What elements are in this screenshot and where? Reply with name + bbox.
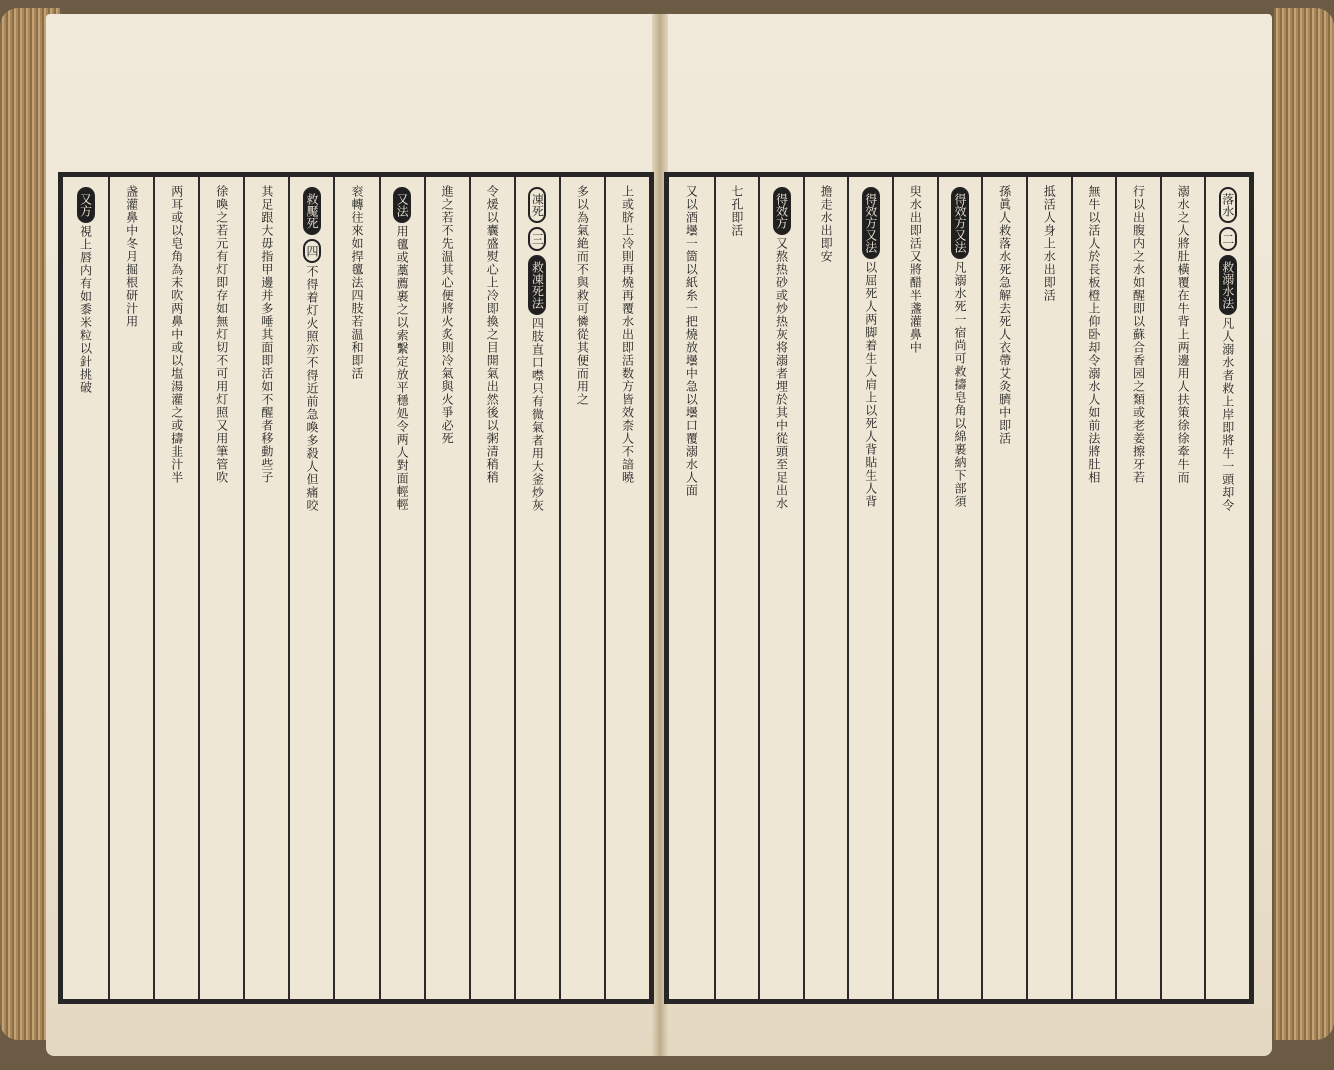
left_page-column-6 [379,177,424,999]
left-page-text-frame [58,172,654,1004]
left_page-column-1 [604,177,649,999]
text-line: 令煖以囊盛熨心上冷即換之目開氣出然後以粥清稍稍 [485,185,500,484]
left_page-column-13 [63,177,108,999]
left_page-column-8 [288,177,333,999]
left_page-column-3 [514,177,559,999]
section-heading: 落水 [1219,187,1237,223]
text-line: 徐喚之若元有灯即存如無灯切不可用灯照又用筆管吹 [214,185,229,484]
left_page-column-12 [108,177,153,999]
text-line: 又熬热砂或炒热灰将溺者埋於其中從頭至足出水 [774,237,789,510]
text-line: 又以酒壜一箇以紙糸一把燒放壜中急以壜口覆溺水人面 [684,185,699,497]
right-page-edges [1274,8,1334,1040]
section-heading: 救凍死法 [528,255,546,315]
text-line: 孫眞人救落水死急解去死人衣帶艾灸臍中即活 [997,185,1012,445]
text-line: 衮轉往來如捍氊法四肢若温和即活 [350,185,365,380]
text-line: 多以為氣絶而不與救可憐從其便而用之 [575,185,590,406]
left_page-column-4 [469,177,514,999]
left_page-column-2 [559,177,604,999]
section-heading: 二 [1219,227,1237,251]
text-line: 擔走水出即安 [819,185,834,263]
text-line: 两耳或以皂角為末吹两鼻中或以塩湯灌之或擣韭汁半 [169,185,184,484]
section-heading: 又法 [393,187,411,223]
right_page-column-7 [937,177,982,999]
text-line: 七孔即活 [729,185,744,237]
text-line: 盏灌鼻中冬月掘根研汁用 [124,185,139,328]
section-heading: 凍死 [528,187,546,223]
section-heading: 三 [528,227,546,251]
section-heading: 得效方又法 [862,187,880,259]
text-line: 上或脐上冷則再燒再覆水出即活数方皆效柰人不諳曉 [620,185,635,484]
right_page-column-11 [758,177,803,999]
left_page-column-9 [243,177,288,999]
text-line: 進之若不先温其心便將火炙則冷氣與火爭必死 [440,185,455,445]
section-heading: 又方 [77,187,95,223]
text-line: 以屈死人两脚着生人肩上以死人背貼生人背 [863,261,878,508]
section-heading: 四 [303,239,321,263]
right_page-column-8 [892,177,937,999]
right_page-column-3 [1115,177,1160,999]
text-line: 其足跟大毋指甲邊并多唾其面即活如不醒者移動些子 [259,185,274,484]
text-line: 溺水之人將肚橫覆在牛背上两邊用人扶策徐徐牽牛而 [1176,185,1191,484]
right_page-column-13 [669,177,714,999]
right-page-text-frame [664,172,1254,1004]
right_page-column-6 [981,177,1026,999]
right_page-column-2 [1160,177,1205,999]
left_page-column-5 [424,177,469,999]
text-line: 用氊或藁薦裹之以索繫定放平穩処令两人對面輕輕 [395,225,410,511]
text-line: 凡溺水死一宿尚可救擣皂角以綿裹納下部須 [953,261,967,508]
section-heading: 救溺水法 [1219,255,1237,315]
left_page-column-7 [333,177,378,999]
right_page-column-12 [714,177,759,999]
section-heading: 得效方 [773,187,791,235]
right_page-column-5 [1026,177,1071,999]
section-heading: 救魘死 [303,187,321,235]
text-line: 四肢直口噤只有微氣者用大釜炒灰 [530,317,545,512]
text-line: 臾水出即活又將醋半盞灌鼻中 [908,185,923,354]
right_page-column-9 [847,177,892,999]
right_page-column-4 [1071,177,1116,999]
text-line: 抵活人身上水出即活 [1042,185,1057,302]
left_page-column-11 [153,177,198,999]
text-line: 不得着灯火照亦不得近前急喚多殺人但痛咬 [304,265,319,512]
text-line: 無牛以活人於長板橙上仰卧却令溺水人如前法將肚相 [1086,185,1101,484]
text-line: 視上唇内有如黍米粒以針挑破 [78,225,93,394]
left_page-column-10 [198,177,243,999]
right_page-column-10 [803,177,848,999]
right_page-column-1 [1204,177,1249,999]
section-heading: 得效方又法 [951,187,969,259]
text-line: 行以出腹内之水如醒即以蘇合香园之類或老姜擦牙若 [1131,185,1146,484]
text-line: 凡人溺水者救上岸即將牛一頭却令 [1220,317,1235,512]
